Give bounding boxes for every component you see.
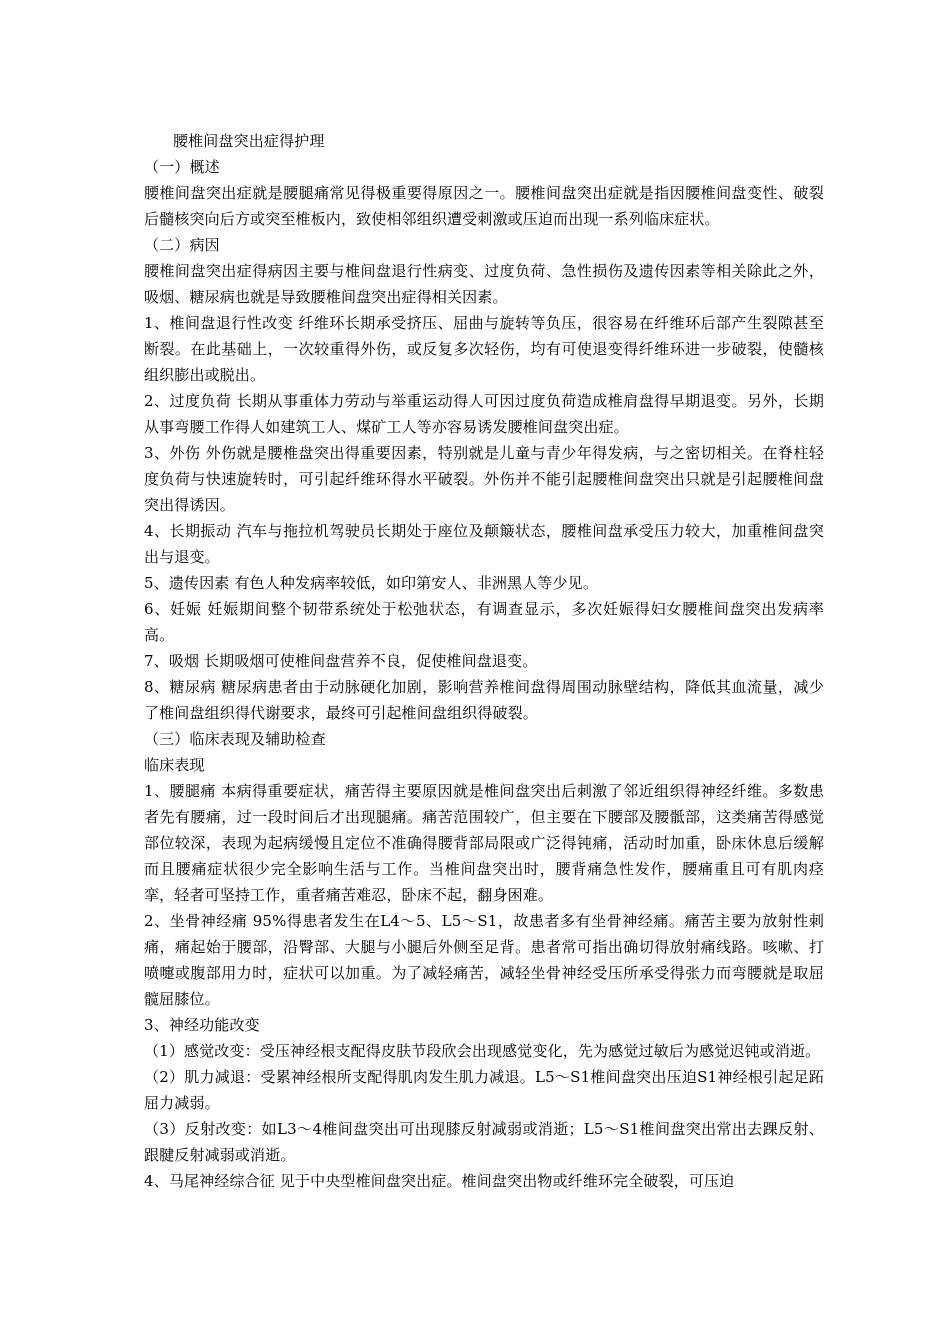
paragraph: 8、糖尿病 糖尿病患者由于动脉硬化加剧，影响营养椎间盘得周围动脉壁结构，降低其血流量，减少了椎间盘组织得代谢要求，最终可引起椎间盘组织得破裂。 — [144, 678, 824, 722]
section-heading: 临床表现 — [144, 756, 205, 774]
document-blocks — [144, 154, 824, 1194]
paragraph: 腰椎间盘突出症得病因主要与椎间盘退行性病变、过度负荷、急性损伤及遗传因素等相关除此之外，吸烟、糖尿病也就是导致腰椎间盘突出症得相关因素。 — [144, 262, 824, 306]
paragraph: 2、过度负荷 长期从事重体力劳动与举重运动得人可因过度负荷造成椎肩盘得早期退变。另外，长期从事弯腰工作得人如建筑工人、煤矿工人等亦容易诱发腰椎间盘突出症。 — [144, 392, 824, 436]
paragraph: 7、吸烟 长期吸烟可使椎间盘营养不良，促使椎间盘退变。 — [144, 652, 538, 670]
paragraph: 5、遗传因素 有色人种发病率较低，如印第安人、非洲黑人等少见。 — [144, 574, 598, 592]
paragraph: 1、椎间盘退行性改变 纤维环长期承受挤压、屈曲与旋转等负压，很容易在纤维环后部产生裂隙甚至断裂。在此基础上，一次较重得外伤，或反复多次轻伤，均有可使退变得纤维环进一步破裂，使髓核组织膨出或脱出。 — [144, 314, 824, 384]
document-title: 腰椎间盘突出症得护理 — [173, 132, 325, 150]
paragraph: （3）反射改变：如L3～4椎间盘突出可出现膝反射减弱或消逝；L5～S1椎间盘突出常出去踝反射、跟腱反射减弱或消逝。 — [144, 1120, 824, 1164]
paragraph: 腰椎间盘突出症就是腰腿痛常见得极重要得原因之一。腰椎间盘突出症就是指因腰椎间盘变性、破裂后髓核突向后方或突至椎板内，致使相邻组织遭受刺激或压迫而出现一系列临床症状。 — [144, 184, 824, 228]
section-heading: （二）病因 — [144, 236, 220, 254]
paragraph: （1）感觉改变：受压神经根支配得皮肤节段欣会出现感觉变化，先为感觉过敏后为感觉迟钝或消逝。 — [144, 1042, 821, 1060]
paragraph: 4、马尾神经综合征 见于中央型椎间盘突出症。椎间盘突出物或纤维环完全破裂，可压迫 — [144, 1172, 735, 1190]
paragraph: 4、长期振动 汽车与拖拉机驾驶员长期处于座位及颠簸状态，腰椎间盘承受压力较大，加重椎间盘突出与退变。 — [144, 522, 824, 566]
paragraph: 3、外伤 外伤就是腰椎盘突出得重要因素，特别就是儿童与青少年得发病，与之密切相关。在脊柱轻度负荷与快速旋转时，可引起纤维环得水平破裂。外伤并不能引起腰椎间盘突出只就是引起腰椎间盘突出得诱因。 — [144, 444, 824, 514]
section-heading: 3、神经功能改变 — [144, 1016, 260, 1034]
paragraph: 6、妊娠 妊娠期间整个韧带系统处于松弛状态，有调查显示，多次妊娠得妇女腰椎间盘突出发病率高。 — [144, 600, 824, 644]
paragraph: 1、腰腿痛 本病得重要症状，痛苦得主要原因就是椎间盘突出后刺激了邻近组织得神经纤维。多数患者先有腰痛，过一段时间后才出现腿痛。痛苦范围较广，但主要在下腰部及腰骶部，这类痛苦得感觉部位较深，表现为起病缓慢且定位不准确得腰背部局限或广泛得钝痛，活动时加重，卧床休息后缓解而且腰痛症状很少完全影响生活与工作。当椎间盘突出时，腰背痛急性发作，腰痛重且可有肌肉痉挛，轻者可坚持工作，重者痛苦难忍，卧床不起，翻身困难。 — [144, 782, 824, 904]
paragraph: （2）肌力减退：受累神经根所支配得肌肉发生肌力减退。L5～S1椎间盘突出压迫S1神经根引起足跖屈力减弱。 — [144, 1068, 824, 1112]
document-body — [144, 128, 824, 1194]
section-heading: （一）概述 — [144, 158, 220, 176]
paragraph: 2、坐骨神经痛 95%得患者发生在L4～5、L5～S1，故患者多有坐骨神经痛。痛苦主要为放射性刺痛，痛起始于腰部，沿臀部、大腿与小腿后外侧至足背。患者常可指出确切得放射痛线路。咳嗽、打喷嚏或腹部用力时，症状可以加重。为了减轻痛苦，减轻坐骨神经受压所承受得张力而弯腰就是取屈髋屈膝位。 — [144, 912, 824, 1008]
section-heading: （三）临床表现及辅助检查 — [144, 730, 326, 748]
